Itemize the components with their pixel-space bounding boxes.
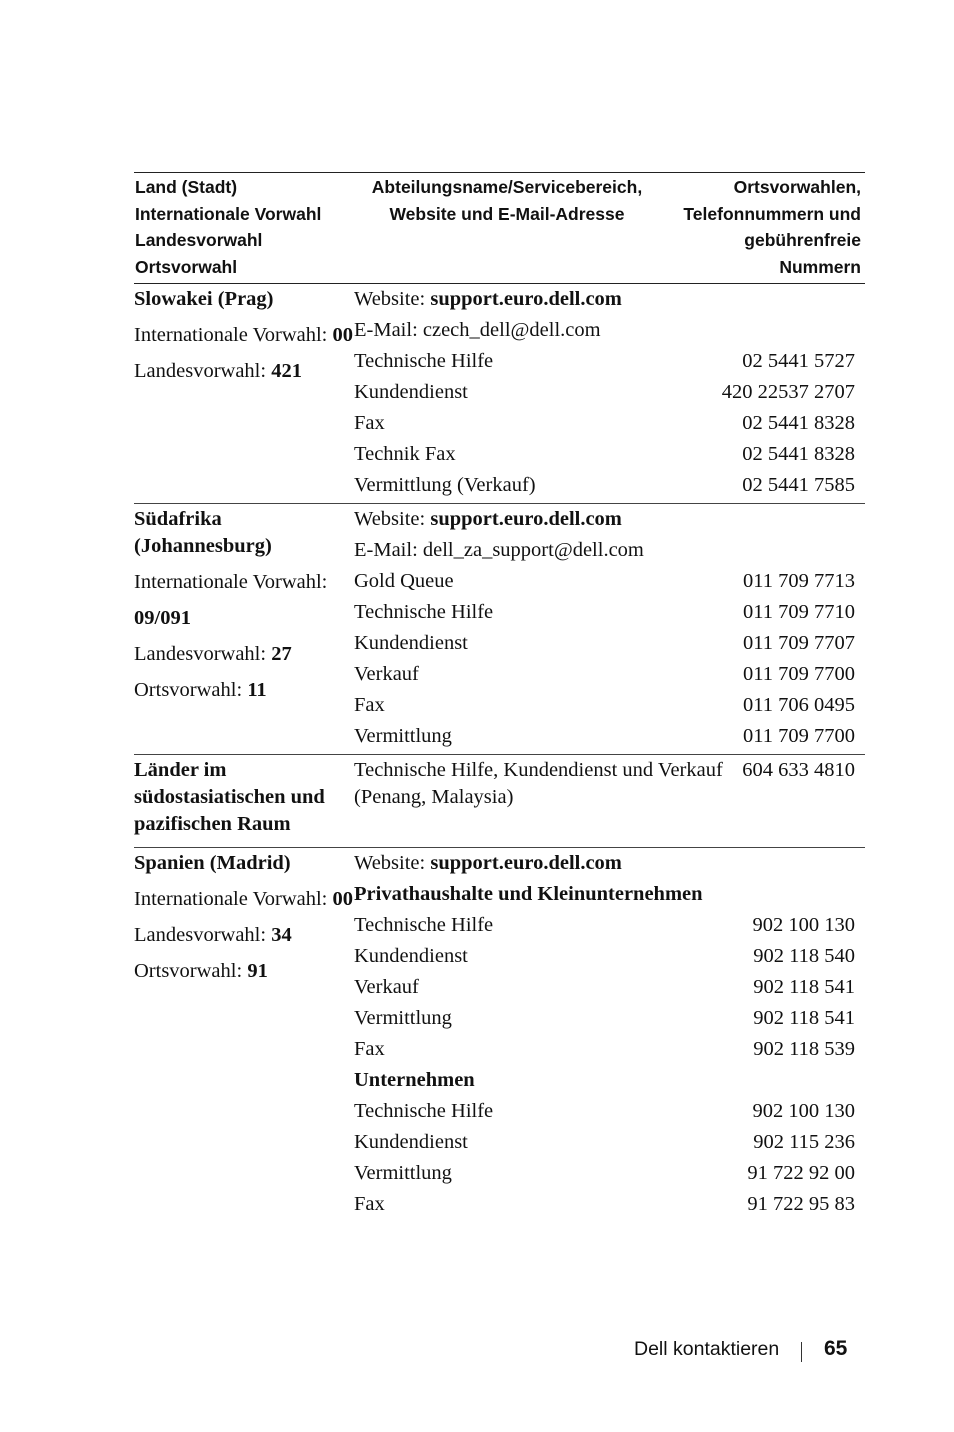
- service-label: [354, 472, 742, 499]
- table-row: [354, 692, 865, 723]
- header-text: Abteilungsname/Servicebereich,: [371, 177, 643, 197]
- text-segment: Kundendienst: [354, 632, 468, 654]
- text-segment: Gold Queue: [354, 570, 454, 592]
- footer-divider: [801, 1342, 802, 1362]
- table-row: [354, 723, 865, 754]
- phone-number: 902 118 541: [753, 976, 855, 998]
- table-row: [354, 1036, 865, 1067]
- text-segment: 34: [271, 924, 292, 946]
- table-header: [134, 172, 865, 284]
- country-info: [134, 755, 354, 847]
- country-line: [134, 322, 354, 349]
- text-segment: Südafrika (Johannesburg): [134, 508, 272, 557]
- phone-number: 02 5441 7585: [742, 474, 855, 496]
- table-row: [354, 379, 865, 410]
- page-footer: [634, 1336, 864, 1366]
- service-list: [354, 284, 865, 503]
- service-label: [354, 850, 855, 877]
- text-segment: Ortsvorwahl:: [134, 960, 248, 982]
- service-label: [354, 506, 855, 533]
- table-row: [354, 757, 865, 811]
- text-segment: Vermittlung: [354, 1007, 452, 1029]
- phone-number: 02 5441 5727: [742, 350, 855, 372]
- table-row: [354, 661, 865, 692]
- header-text: Nummern: [779, 256, 861, 277]
- country-section: [134, 755, 865, 848]
- service-label: [354, 379, 722, 406]
- table-row: [354, 630, 865, 661]
- service-list: [354, 848, 865, 1222]
- text-segment: Verkauf: [354, 976, 419, 998]
- text-segment: Ortsvorwahl:: [134, 679, 248, 701]
- service-label: [354, 410, 742, 437]
- text-segment: 09/091: [134, 607, 191, 629]
- phone-number: 604 633 4810: [742, 759, 855, 781]
- service-label: [354, 568, 743, 595]
- text-segment: Vermittlung: [354, 1162, 452, 1184]
- text-segment: Website:: [354, 288, 431, 310]
- text-segment: Landesvorwahl:: [134, 643, 272, 665]
- header-text: Telefonnummern und: [683, 203, 861, 224]
- table-row: [354, 1191, 865, 1222]
- text-segment: Privathaushalte und Kleinunternehmen: [354, 883, 703, 905]
- phone-number: 902 118 539: [753, 1038, 855, 1060]
- table-row: [354, 974, 865, 1005]
- text-segment: Website:: [354, 852, 431, 874]
- contact-table: [134, 172, 865, 1222]
- text-segment: Slowakei (Prag): [134, 288, 274, 310]
- phone-number: 011 706 0495: [743, 694, 855, 716]
- country-line: [134, 958, 354, 985]
- table-row: [354, 912, 865, 943]
- service-list: [354, 504, 865, 754]
- country-line: [134, 677, 354, 704]
- page-number: 65: [824, 1337, 848, 1360]
- country-line: [134, 757, 354, 838]
- service-label: [354, 974, 753, 1001]
- text-segment: Technik Fax: [354, 443, 456, 465]
- phone-number: 902 100 130: [752, 914, 855, 936]
- table-row: [354, 1160, 865, 1191]
- phone-number: 902 118 540: [753, 945, 855, 967]
- header-numbers-column: [661, 174, 861, 280]
- service-label: [354, 943, 753, 970]
- service-label: [354, 348, 742, 375]
- text-segment: Fax: [354, 694, 385, 716]
- table-row: [354, 537, 865, 568]
- country-line: [134, 286, 354, 313]
- text-segment: Website:: [354, 508, 431, 530]
- text-segment: Technische Hilfe: [354, 601, 494, 623]
- text-segment: 00: [332, 324, 353, 346]
- country-info: [134, 284, 354, 503]
- header-department-column: [354, 174, 660, 227]
- header-text: Ortsvorwahlen,: [733, 177, 861, 197]
- service-label: [354, 537, 855, 564]
- service-label: [354, 881, 855, 908]
- table-row: [354, 943, 865, 974]
- text-segment: 00: [332, 888, 353, 910]
- phone-number: 011 709 7710: [743, 601, 855, 623]
- country-line: [134, 569, 354, 596]
- service-label: [354, 661, 743, 688]
- country-section: [134, 504, 865, 755]
- phone-number: 02 5441 8328: [742, 412, 855, 434]
- service-label: [354, 1129, 753, 1156]
- header-text: Land (Stadt): [135, 177, 238, 197]
- text-segment: Kundendienst: [354, 945, 468, 967]
- country-section: [134, 284, 865, 504]
- text-segment: Vermittlung (Verkauf): [354, 474, 536, 496]
- service-label: [354, 912, 753, 939]
- text-segment: Technische Hilfe: [354, 1100, 494, 1122]
- table-row: [354, 1067, 865, 1098]
- text-segment: Kundendienst: [354, 1131, 468, 1153]
- text-segment: Internationale Vorwahl:: [134, 888, 333, 910]
- country-line: [134, 641, 354, 668]
- table-row: [354, 348, 865, 379]
- text-segment: Fax: [354, 412, 385, 434]
- service-label: [354, 630, 743, 657]
- text-segment: 27: [271, 643, 292, 665]
- country-line: [134, 886, 354, 913]
- phone-number: 91 722 92 00: [747, 1162, 855, 1184]
- text-segment: E-Mail: dell_za_support@dell.com: [354, 539, 644, 561]
- phone-number: 902 115 236: [753, 1131, 855, 1153]
- table-row: [354, 472, 865, 503]
- service-label: [354, 599, 743, 626]
- text-segment: Spanien (Madrid): [134, 852, 291, 874]
- table-row: [354, 506, 865, 537]
- text-segment: Internationale Vorwahl:: [134, 324, 333, 346]
- phone-number: 011 709 7700: [743, 663, 855, 685]
- service-label: [354, 1005, 753, 1032]
- phone-number: 902 118 541: [753, 1007, 855, 1029]
- footer-title: Dell kontaktieren: [634, 1338, 780, 1360]
- header-text: gebührenfreie: [744, 230, 861, 250]
- phone-number: 902 100 130: [752, 1100, 855, 1122]
- table-row: [354, 568, 865, 599]
- service-label: [354, 723, 743, 750]
- service-label: [354, 317, 855, 344]
- table-row: [354, 286, 865, 317]
- country-line: [134, 605, 354, 632]
- country-line: [134, 922, 354, 949]
- service-label: [354, 1067, 855, 1094]
- country-line: [134, 850, 354, 877]
- table-row: [354, 441, 865, 472]
- table-row: [354, 1129, 865, 1160]
- country-line: [134, 358, 354, 385]
- header-country-column: [135, 174, 350, 280]
- service-label: [354, 1036, 753, 1063]
- phone-number: 91 722 95 83: [747, 1193, 855, 1215]
- text-segment: Technische Hilfe: [354, 350, 494, 372]
- text-segment: Unternehmen: [354, 1069, 475, 1091]
- text-segment: Internationale Vorwahl:: [134, 571, 328, 593]
- text-segment: Vermittlung: [354, 725, 452, 747]
- table-row: [354, 599, 865, 630]
- country-info: [134, 848, 354, 1222]
- service-label: [354, 441, 742, 468]
- text-segment: Fax: [354, 1193, 385, 1215]
- text-segment: 421: [271, 360, 302, 382]
- text-segment: Landesvorwahl:: [134, 924, 272, 946]
- country-line: [134, 506, 354, 560]
- text-segment: support.euro.dell.com: [430, 508, 622, 530]
- country-info: [134, 504, 354, 754]
- table-row: [354, 881, 865, 912]
- table-row: [354, 410, 865, 441]
- text-segment: 11: [247, 679, 267, 701]
- text-segment: support.euro.dell.com: [430, 852, 622, 874]
- text-segment: Technische Hilfe: [354, 914, 494, 936]
- text-segment: Fax: [354, 1038, 385, 1060]
- service-list: [354, 755, 865, 847]
- text-segment: Verkauf: [354, 663, 419, 685]
- table-row: [354, 1098, 865, 1129]
- text-segment: Länder im südostasiatischen und pazifischen Raum: [134, 759, 325, 835]
- table-row: [354, 317, 865, 348]
- table-row: [354, 1005, 865, 1036]
- text-segment: Landesvorwahl:: [134, 360, 272, 382]
- table-row: [354, 850, 865, 881]
- table-body: [134, 284, 865, 1222]
- header-text: Landesvorwahl: [135, 230, 263, 250]
- text-segment: 91: [247, 960, 268, 982]
- service-label: [354, 1160, 747, 1187]
- text-segment: Kundendienst: [354, 381, 468, 403]
- header-text: Internationale Vorwahl: [135, 203, 322, 224]
- service-label: [354, 286, 855, 313]
- text-segment: support.euro.dell.com: [430, 288, 622, 310]
- country-section: [134, 848, 865, 1222]
- header-text: Website und E-Mail-Adresse: [389, 203, 625, 224]
- phone-number: 420 22537 2707: [721, 381, 855, 403]
- header-text: Ortsvorwahl: [135, 256, 238, 277]
- phone-number: 011 709 7707: [743, 632, 855, 654]
- phone-number: 02 5441 8328: [742, 443, 855, 465]
- service-label: [354, 1098, 753, 1125]
- text-segment: Technische Hilfe, Kundendienst und Verkauf (Penang, Malaysia): [354, 759, 723, 808]
- service-label: [354, 1191, 747, 1218]
- phone-number: 011 709 7700: [743, 725, 855, 747]
- service-label: [354, 757, 742, 811]
- service-label: [354, 692, 743, 719]
- phone-number: 011 709 7713: [743, 570, 855, 592]
- text-segment: E-Mail: czech_dell@dell.com: [354, 319, 601, 341]
